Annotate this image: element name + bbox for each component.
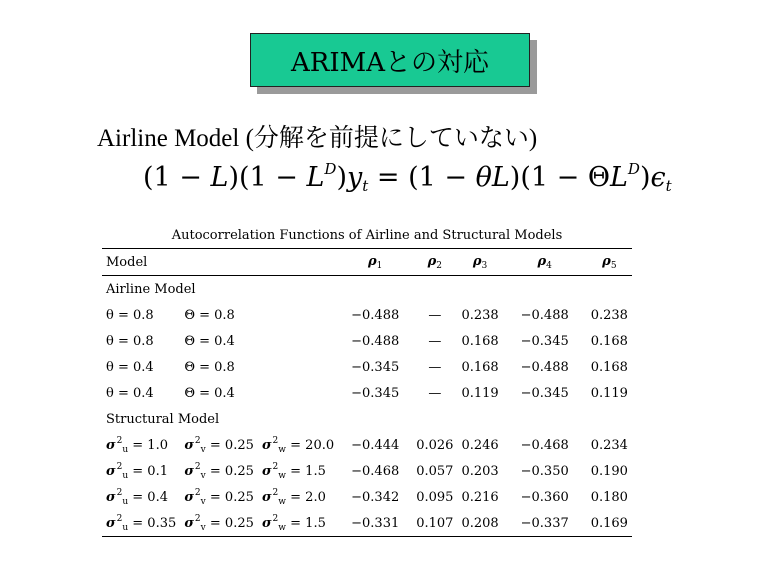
- section-row: [102, 406, 632, 432]
- sub: v: [200, 470, 206, 481]
- rho-cell: 0.246: [461, 437, 499, 453]
- table-row: [102, 432, 632, 458]
- sq: 2: [194, 435, 201, 446]
- param-value: 0.1: [147, 463, 168, 479]
- param-value: 0.25: [224, 515, 254, 531]
- eq-part: ): [639, 162, 651, 193]
- rho-cell: —: [428, 359, 442, 375]
- param-value: 0.25: [224, 463, 254, 479]
- rho-cell: 0.190: [590, 463, 628, 479]
- eq: =: [128, 463, 148, 479]
- table-caption: Autocorrelation Functions of Airline and Structural Models: [171, 228, 563, 243]
- rho-cell: −0.488: [351, 333, 400, 349]
- slide-title-text: ARIMAとの対応: [290, 47, 490, 78]
- rho-cell: —: [428, 333, 442, 349]
- eq: =: [286, 463, 306, 479]
- eq-part: y: [347, 162, 363, 193]
- param-theta: θ = 0.8: [106, 307, 154, 323]
- eq: =: [286, 515, 306, 531]
- sigma-symbol: σ: [261, 515, 272, 531]
- acf-table: [102, 248, 632, 537]
- rho-cell: −0.468: [520, 437, 569, 453]
- table-row: [102, 328, 632, 354]
- rho-cell: 0.168: [461, 359, 499, 375]
- sq: 2: [194, 487, 201, 498]
- eq-part: )(1 −: [228, 162, 307, 193]
- param-sigma-v: [180, 484, 258, 510]
- param-value: 20.0: [305, 437, 335, 453]
- section-label: Airline Model: [106, 281, 196, 297]
- rho-cell: 0.095: [416, 489, 454, 505]
- sq: 2: [116, 513, 123, 524]
- table-row: [102, 354, 632, 380]
- param-sigma-v: [180, 458, 258, 484]
- sub: v: [200, 444, 206, 455]
- param-value: 0.25: [224, 437, 254, 453]
- rho-cell: −0.342: [351, 489, 400, 505]
- param-sigma-w: [258, 458, 338, 484]
- rho-cell: 0.238: [461, 307, 499, 323]
- rho-symbol: ρ: [427, 253, 437, 269]
- eq-part: L: [306, 162, 325, 193]
- rho-subscript: 3: [481, 260, 488, 271]
- param-Theta: Θ = 0.4: [184, 385, 235, 401]
- rho-cell: 0.169: [590, 515, 628, 531]
- rho-cell: —: [428, 307, 442, 323]
- sub: u: [122, 522, 129, 533]
- rho-cell: 0.107: [416, 515, 454, 531]
- param-value: 0.25: [224, 489, 254, 505]
- rho-cell: −0.350: [520, 463, 569, 479]
- rho-cell: −0.337: [520, 515, 569, 531]
- rho-subscript: 4: [546, 260, 552, 271]
- rho-subscript: 5: [610, 260, 617, 271]
- airline-equation: [143, 160, 672, 195]
- param-value: 1.5: [305, 515, 326, 531]
- eq-part: ): [336, 162, 347, 193]
- eq-part: D: [324, 160, 337, 178]
- sq: 2: [116, 435, 123, 446]
- rho-symbol: ρ: [472, 253, 482, 269]
- eq-part: θ: [475, 162, 492, 193]
- rho-cell: −0.331: [351, 515, 400, 531]
- sigma-symbol: σ: [261, 437, 272, 453]
- col-header-rho: [587, 249, 632, 276]
- sq: 2: [272, 461, 279, 472]
- eq: =: [205, 437, 225, 453]
- sub: w: [278, 496, 286, 507]
- param-Theta: Θ = 0.8: [184, 359, 235, 375]
- rho-cell: −0.345: [520, 385, 569, 401]
- eq-part: (1 −: [143, 162, 211, 193]
- eq: =: [205, 463, 225, 479]
- rho-cell: 0.026: [416, 437, 454, 453]
- param-sigma-w: [258, 432, 338, 458]
- sub: v: [200, 522, 206, 533]
- param-theta: θ = 0.4: [106, 359, 154, 375]
- param-value: 0.4: [147, 489, 168, 505]
- rho-cell: −0.345: [351, 359, 400, 375]
- sq: 2: [194, 513, 201, 524]
- section-label: Structural Model: [106, 411, 220, 427]
- col-header-rho: [412, 249, 457, 276]
- slide-subtitle: Airline Model (分解を前提にしていない): [97, 125, 538, 152]
- eq: =: [128, 489, 148, 505]
- eq: =: [205, 489, 225, 505]
- rho-cell: −0.488: [351, 307, 400, 323]
- param-sigma-w: [258, 484, 338, 510]
- sub: u: [122, 444, 129, 455]
- rho-symbol: ρ: [368, 253, 377, 269]
- sq: 2: [116, 461, 123, 472]
- sigma-symbol: σ: [261, 489, 272, 505]
- param-sigma-v: [180, 510, 258, 537]
- rho-cell: 0.119: [590, 385, 628, 401]
- param-sigma-u: [102, 484, 180, 510]
- eq-part: t: [362, 177, 369, 195]
- rho-cell: —: [428, 385, 442, 401]
- sigma-symbol: σ: [184, 515, 194, 531]
- eq-part: )(1 − Θ: [509, 162, 610, 193]
- rho-subscript: 2: [436, 260, 443, 271]
- rho-cell: −0.360: [520, 489, 569, 505]
- rho-cell: 0.168: [590, 359, 628, 375]
- param-value: 1.5: [305, 463, 326, 479]
- rho-cell: −0.468: [351, 463, 400, 479]
- rho-symbol: ρ: [602, 253, 611, 269]
- eq-part: L: [609, 162, 628, 193]
- sub: u: [122, 470, 129, 481]
- table-row: [102, 458, 632, 484]
- rho-cell: 0.168: [590, 333, 628, 349]
- rho-cell: −0.345: [351, 385, 400, 401]
- sigma-symbol: σ: [106, 515, 116, 531]
- rho-cell: −0.488: [520, 307, 569, 323]
- col-header-rho: [503, 249, 587, 276]
- col-header-rho: [457, 249, 502, 276]
- rho-cell: 0.203: [461, 463, 499, 479]
- rho-cell: 0.119: [461, 385, 499, 401]
- param-sigma-u: [102, 432, 180, 458]
- table-header-row: [102, 249, 632, 276]
- rho-cell: 0.208: [461, 515, 499, 531]
- param-Theta: Θ = 0.4: [184, 333, 235, 349]
- sub: v: [200, 496, 206, 507]
- sq: 2: [272, 487, 279, 498]
- eq: =: [286, 489, 306, 505]
- sq: 2: [194, 461, 201, 472]
- param-value: 2.0: [305, 489, 326, 505]
- param-sigma-u: [102, 458, 180, 484]
- eq-part: t: [665, 177, 672, 195]
- rho-cell: −0.444: [351, 437, 400, 453]
- eq: =: [128, 437, 148, 453]
- rho-cell: 0.216: [461, 489, 499, 505]
- rho-cell: −0.345: [520, 333, 569, 349]
- rho-cell: −0.488: [520, 359, 569, 375]
- sigma-symbol: σ: [106, 489, 116, 505]
- table-row: [102, 484, 632, 510]
- sub: u: [122, 496, 129, 507]
- sigma-symbol: σ: [106, 437, 116, 453]
- eq-part: L: [210, 162, 229, 193]
- col-header-rho: [338, 249, 412, 276]
- table-row: [102, 380, 632, 406]
- param-sigma-u: [102, 510, 180, 537]
- sq: 2: [116, 487, 123, 498]
- param-Theta: Θ = 0.8: [184, 307, 235, 323]
- sub: w: [278, 444, 286, 455]
- param-sigma-w: [258, 510, 338, 537]
- param-theta: θ = 0.4: [106, 385, 154, 401]
- eq: =: [205, 515, 225, 531]
- eq: =: [128, 515, 148, 531]
- rho-cell: 0.180: [590, 489, 628, 505]
- eq-part: L: [491, 162, 510, 193]
- param-value: 0.35: [147, 515, 177, 531]
- col-header-model: Model: [106, 254, 148, 270]
- rho-symbol: ρ: [537, 253, 547, 269]
- sq: 2: [272, 435, 279, 446]
- table-row: [102, 302, 632, 328]
- rho-cell: 0.234: [590, 437, 628, 453]
- rho-subscript: 1: [376, 260, 383, 271]
- sq: 2: [272, 513, 279, 524]
- sigma-symbol: σ: [106, 463, 116, 479]
- sigma-symbol: σ: [261, 463, 272, 479]
- sigma-symbol: σ: [184, 489, 194, 505]
- sub: w: [278, 522, 286, 533]
- sub: w: [278, 470, 286, 481]
- rho-cell: 0.057: [416, 463, 454, 479]
- section-row: [102, 276, 632, 303]
- eq-part: = (1 −: [368, 162, 476, 193]
- rho-cell: 0.168: [461, 333, 499, 349]
- param-value: 1.0: [147, 437, 168, 453]
- slide-title: [250, 33, 530, 87]
- eq: =: [286, 437, 306, 453]
- table-row: [102, 510, 632, 537]
- param-theta: θ = 0.8: [106, 333, 154, 349]
- sigma-symbol: σ: [184, 463, 194, 479]
- sigma-symbol: σ: [184, 437, 194, 453]
- eq-part: D: [627, 160, 640, 178]
- rho-cell: 0.238: [590, 307, 628, 323]
- param-sigma-v: [180, 432, 258, 458]
- eq-part: ϵ: [650, 162, 666, 193]
